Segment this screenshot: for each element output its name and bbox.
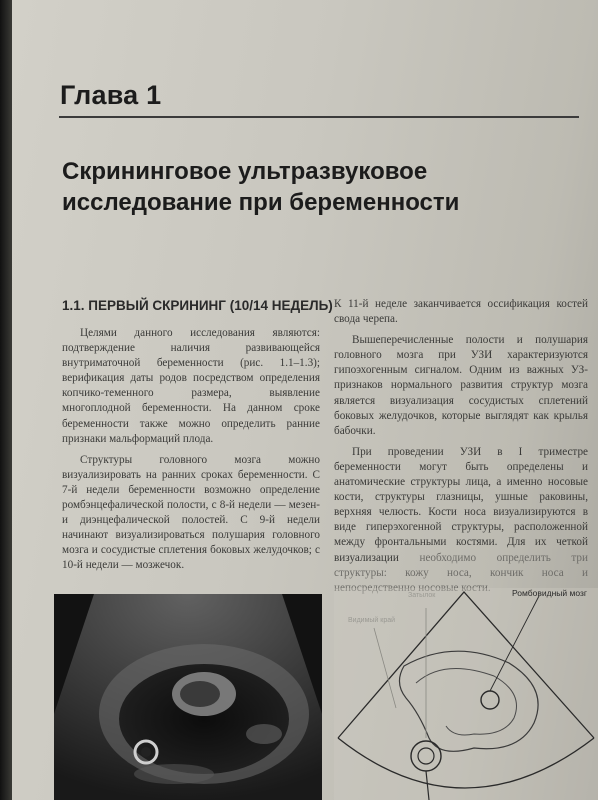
chapter-title-line-1: Скрининговое ультразвуковое — [62, 158, 428, 185]
right-paragraph-1: К 11-й неделе заканчивается оссификация костей свода черепа. — [334, 298, 588, 326]
ultrasound-scan-graphic — [54, 594, 322, 800]
chapter-title — [62, 156, 582, 218]
chapter-rule — [59, 116, 579, 118]
brain-diagram — [334, 588, 598, 800]
right-column — [334, 297, 588, 602]
right-paragraph-3-main: При проведении УЗИ в I триместре беременности могут быть определены и анатомические структуры лица, а именно носовые кости, структуры глазницы, ушные раковины, верхняя челюсть. Кости носа визуализируются в виде гиперэхогенной структуры, расположенной между фронтальными костями. Для их четкой визуализации — [334, 445, 588, 564]
chapter-heading: Глава 1 — [60, 80, 162, 110]
chapter-title-line-2: исследование при беременности — [62, 189, 460, 216]
label-faint-left: Видимый край — [348, 617, 396, 624]
left-paragraph-1: Целями данного исследования являются: подтверждение наличия развивающейся внутриматочной беременности (рис. 1.1–1.3); верификация даты родов посредством определения копчико-теменного размера, выявление многоплодной беременности. На данном сроке беременности также можно определить ранние признаки мальформаций плода. — [62, 327, 320, 445]
section-heading: 1.1. ПЕРВЫЙ СКРИНИНГ (10/14 НЕДЕЛЬ) — [62, 298, 333, 313]
ultrasound-image — [54, 594, 322, 800]
right-paragraph-3 — [334, 445, 588, 596]
right-paragraph-2: Вышеперечисленные полости и полушария головного мозга при УЗИ характеризуются гипоэхогенным сигналом. Одним из важных УЗ-признаков нормального развития структур мозга является визуализация сосудистых сплетений боковых желудочков, которые выглядят как крылья бабочки. — [334, 334, 588, 437]
left-paragraph-2: Структуры головного мозга можно визуализировать на ранних сроках беременности. С 7-й недели беременности возможно определение ромбэнцефалической полости, с 8-й недели — мезен- и диэнцефалической полостей. С 9-й недели начинают визуализироваться полушария головного мозга и сосудистые сплетения боковых желудочков; с 10-й недели — мозжечок. — [62, 453, 320, 572]
label-rhombencephalon: Ромбовидный мозг — [512, 588, 587, 598]
left-column — [62, 326, 320, 580]
right-paragraph-3-faded: необходимо определить три структуры: кожу носа, кончик носа и непосредственно носовые кости. — [334, 551, 588, 594]
book-page — [12, 0, 598, 800]
brain-diagram-graphic — [334, 588, 598, 800]
page-gutter — [0, 0, 12, 800]
label-faint-top: Затылок — [408, 592, 436, 599]
